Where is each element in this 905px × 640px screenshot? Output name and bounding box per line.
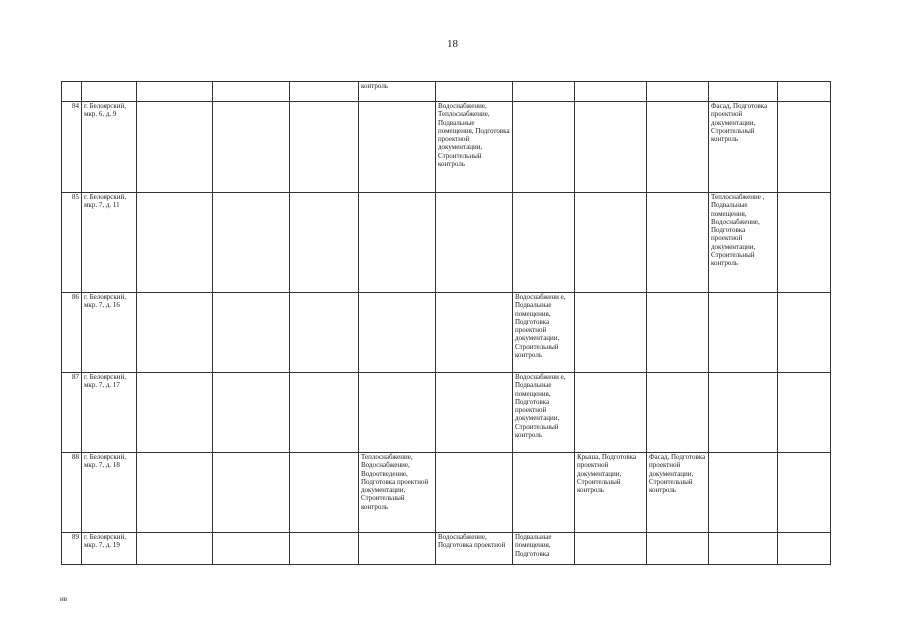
- empty-cell: [137, 373, 213, 453]
- work-cell: [436, 373, 513, 453]
- work-cell: [513, 453, 575, 533]
- work-cell: [647, 533, 709, 565]
- row-number: 89: [62, 533, 82, 565]
- repair-schedule-table: [61, 81, 831, 565]
- work-cell: [575, 193, 647, 293]
- work-cell: [709, 293, 778, 373]
- work-cell: [647, 102, 709, 193]
- work-cell: [575, 293, 647, 373]
- empty-cell: [213, 102, 290, 193]
- page-number: 18: [447, 38, 458, 50]
- empty-cell: [778, 453, 831, 533]
- empty-cell: [290, 102, 359, 193]
- work-cell: Теплоснабжение, Водоснабжение, Водоотведение, Подготовка проектной документации, Строительный контроль: [359, 453, 436, 533]
- empty-cell: [778, 102, 831, 193]
- work-cell: [359, 533, 436, 565]
- work-cell: [359, 373, 436, 453]
- table-row: [62, 453, 831, 533]
- table-row-continuation: [62, 82, 831, 102]
- table-row: [62, 193, 831, 293]
- work-cell: [359, 293, 436, 373]
- work-cell: [709, 453, 778, 533]
- table-row: [62, 293, 831, 373]
- empty-cell: [213, 533, 290, 565]
- table-row: [62, 102, 831, 193]
- empty-cell: [290, 193, 359, 293]
- work-cell: [709, 533, 778, 565]
- work-cell: Теплоснабжение , Подвальные помещения, Водоснабжение, Подготовка проектной документации, Строительный контроль: [709, 193, 778, 293]
- work-cell: Крыша, Подготовка проектной документации, Строительный контроль: [575, 453, 647, 533]
- work-cell: [647, 373, 709, 453]
- work-cell: [575, 533, 647, 565]
- work-cell: [647, 193, 709, 293]
- work-cell: [513, 193, 575, 293]
- address-cell: г. Белоярский, мкр. 7, д. 17: [82, 373, 137, 453]
- row-number: 88: [62, 453, 82, 533]
- address-cell: г. Белоярский, мкр. 6, д. 9: [82, 102, 137, 193]
- address-cell: г. Белоярский, мкр. 7, д. 11: [82, 193, 137, 293]
- table-row: [62, 533, 831, 565]
- empty-cell: [778, 193, 831, 293]
- work-cell: Водоснабжение, Подготовка проектной: [436, 533, 513, 565]
- row-number: 85: [62, 193, 82, 293]
- empty-cell: [213, 193, 290, 293]
- address-cell: г. Белоярский, мкр. 7, д. 18: [82, 453, 137, 533]
- empty-cell: [290, 533, 359, 565]
- empty-cell: [137, 293, 213, 373]
- row-number: 87: [62, 373, 82, 453]
- empty-cell: [778, 373, 831, 453]
- work-cell: [436, 453, 513, 533]
- work-cell: [709, 373, 778, 453]
- work-cell: [575, 373, 647, 453]
- work-cell: Подвальные помещения, Подготовка: [513, 533, 575, 565]
- address-cell: г. Белоярский, мкр. 7, д. 16: [82, 293, 137, 373]
- work-cell: Водоснабжени е, Подвальные помещения, Подготовка проектной документации, Строительный контроль: [513, 293, 575, 373]
- empty-cell: [213, 373, 290, 453]
- table-body: [62, 82, 831, 565]
- work-cell: Водоснабжение, Теплоснабжение, Подвальные помещения, Подготовка проектной документации, Строительный контроль: [436, 102, 513, 193]
- empty-cell: [137, 102, 213, 193]
- empty-cell: [137, 193, 213, 293]
- empty-cell: [213, 453, 290, 533]
- work-cell: [436, 193, 513, 293]
- continuation-cell: контроль: [359, 82, 436, 102]
- work-cell: [575, 102, 647, 193]
- work-cell: [513, 102, 575, 193]
- work-cell: [436, 293, 513, 373]
- row-number: 86: [62, 293, 82, 373]
- empty-cell: [290, 373, 359, 453]
- row-number: 84: [62, 102, 82, 193]
- empty-cell: [290, 453, 359, 533]
- empty-cell: [137, 533, 213, 565]
- address-cell: г. Белоярский, мкр. 7, д. 19: [82, 533, 137, 565]
- work-cell: [359, 193, 436, 293]
- work-cell: Водоснабжени е, Подвальные помещения, Подготовка проектной документации, Строительный контроль: [513, 373, 575, 453]
- table-row: [62, 373, 831, 453]
- empty-cell: [137, 453, 213, 533]
- empty-cell: [778, 533, 831, 565]
- work-cell: Фасад, Подготовка проектной документации, Строительный контроль: [647, 453, 709, 533]
- work-cell: [359, 102, 436, 193]
- work-cell: Фасад, Подготовка проектной документации, Строительный контроль: [709, 102, 778, 193]
- footer-mark: нв: [60, 595, 68, 603]
- empty-cell: [290, 293, 359, 373]
- work-cell: [647, 293, 709, 373]
- empty-cell: [213, 293, 290, 373]
- empty-cell: [778, 293, 831, 373]
